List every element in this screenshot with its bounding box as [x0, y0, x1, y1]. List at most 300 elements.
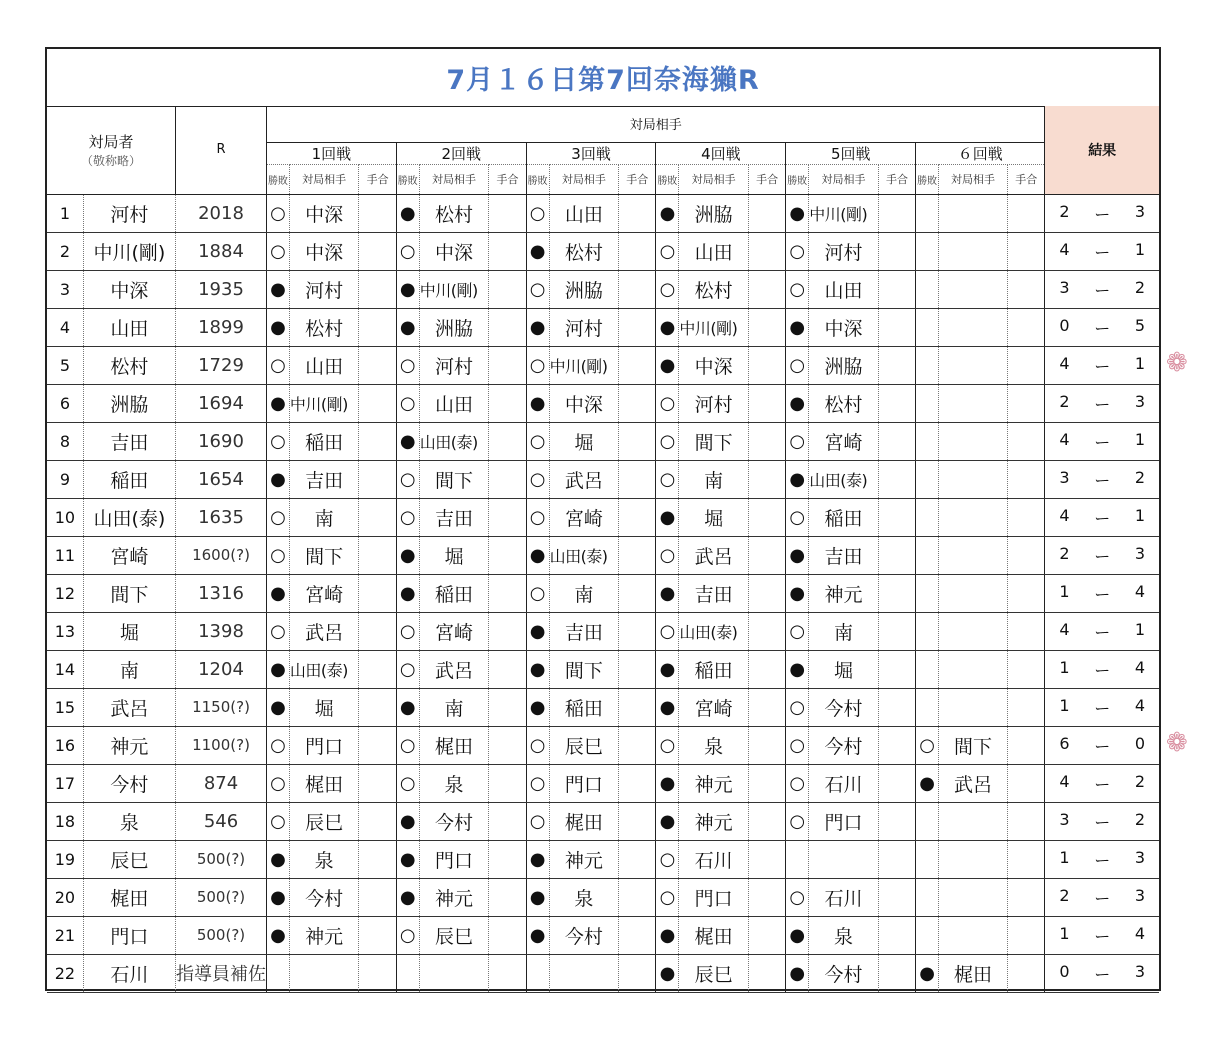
player-name: 泉 [83, 802, 175, 840]
win-loss-mark: ○ [396, 612, 419, 650]
handicap-cell [1008, 232, 1045, 270]
win-loss-mark [916, 384, 939, 422]
win-loss-subheader: 勝敗 [526, 164, 549, 194]
handicap-cell [748, 688, 785, 726]
win-loss-mark [916, 536, 939, 574]
handicap-cell [748, 612, 785, 650]
handicap-cell [619, 346, 656, 384]
handicap-cell [619, 384, 656, 422]
handicap-cell [748, 498, 785, 536]
win-loss-mark: ○ [786, 726, 809, 764]
opponent-name: 中川(剛) [549, 346, 619, 384]
table-row [47, 460, 1159, 498]
handicap-cell [748, 726, 785, 764]
player-name: 洲脇 [83, 384, 175, 422]
win-loss-mark: ● [656, 308, 679, 346]
handicap-cell [489, 954, 526, 992]
result-cell [1045, 498, 1159, 536]
losses-count: 4 [1134, 657, 1145, 677]
handicap-cell [1008, 384, 1045, 422]
win-loss-mark: ○ [396, 726, 419, 764]
win-loss-mark: ● [916, 764, 939, 802]
handicap-cell [619, 536, 656, 574]
win-loss-mark: ● [786, 460, 809, 498]
handicap-cell [878, 878, 915, 916]
opponent-name: 中川(剛) [679, 308, 749, 346]
row-number: 1 [47, 194, 83, 232]
handicap-cell [619, 840, 656, 878]
handicap-cell [748, 194, 785, 232]
handicap-cell [489, 574, 526, 612]
opponent-name: 中深 [549, 384, 619, 422]
opponent-name: 辰巳 [549, 726, 619, 764]
wins-count: 1 [1059, 695, 1070, 715]
handicap-cell [489, 650, 526, 688]
opponent-name [939, 650, 1008, 688]
opponent-name: 吉田 [419, 498, 489, 536]
opponent-name [939, 422, 1008, 460]
opponent-name: 南 [549, 574, 619, 612]
player-label: 対局者 [88, 132, 134, 151]
win-loss-mark: ● [916, 954, 939, 992]
player-rating: 1935 [176, 270, 267, 308]
opponent-name: 堀 [679, 498, 749, 536]
opponent-name: 松村 [419, 194, 489, 232]
opponent-name: 吉田 [679, 574, 749, 612]
opponent-name: 山田 [679, 232, 749, 270]
handicap-cell [1008, 346, 1045, 384]
opponent-name: 吉田 [809, 536, 879, 574]
opponent-name: 今村 [289, 878, 359, 916]
handicap-cell [359, 460, 396, 498]
win-loss-mark: ● [267, 878, 290, 916]
result-cell [1045, 384, 1159, 422]
table-row [47, 574, 1159, 612]
player-header [47, 106, 176, 194]
losses-count: 4 [1134, 581, 1145, 601]
win-loss-mark: ○ [526, 764, 549, 802]
result-cell [1045, 688, 1159, 726]
win-loss-mark: ● [267, 308, 290, 346]
opponent-name: 間下 [549, 650, 619, 688]
win-loss-mark: ○ [656, 878, 679, 916]
win-loss-mark: ● [526, 612, 549, 650]
win-loss-mark: ● [656, 498, 679, 536]
player-rating: 1694 [176, 384, 267, 422]
dash: ー [1094, 242, 1111, 262]
opponent-name: 今村 [809, 954, 879, 992]
handicap-cell [878, 612, 915, 650]
dash: ー [1094, 584, 1111, 604]
win-loss-mark: ○ [786, 498, 809, 536]
handicap-cell [1008, 574, 1045, 612]
win-loss-mark: ○ [396, 346, 419, 384]
flower-icon: ❁ [1166, 348, 1188, 378]
table-row [47, 422, 1159, 460]
opponent-name: 河村 [419, 346, 489, 384]
win-loss-mark [916, 460, 939, 498]
win-loss-mark [916, 498, 939, 536]
handicap-cell [878, 384, 915, 422]
round-header: ６回戦 [916, 142, 1045, 164]
win-loss-mark: ● [786, 916, 809, 954]
opponent-name: 中川(剛) [289, 384, 359, 422]
win-loss-mark: ○ [656, 384, 679, 422]
win-loss-mark: ● [786, 308, 809, 346]
dash: ー [1094, 204, 1111, 224]
win-loss-mark: ● [656, 916, 679, 954]
opponent-name: 稲田 [549, 688, 619, 726]
handicap-cell [878, 650, 915, 688]
result-cell [1045, 802, 1159, 840]
handicap-cell [359, 840, 396, 878]
row-number: 22 [47, 954, 83, 992]
handicap-cell [619, 802, 656, 840]
handicap-cell [878, 688, 915, 726]
wins-count: 3 [1059, 277, 1070, 297]
opponent-name: 吉田 [549, 612, 619, 650]
handicap-cell [1008, 878, 1045, 916]
row-number: 3 [47, 270, 83, 308]
dash: ー [1094, 470, 1111, 490]
opponent-name: 松村 [289, 308, 359, 346]
opponent-name: 梶田 [679, 916, 749, 954]
win-loss-mark: ● [396, 270, 419, 308]
handicap-cell [748, 536, 785, 574]
handicap-subheader: 手合 [878, 164, 915, 194]
handicap-cell [619, 612, 656, 650]
result-cell [1045, 612, 1159, 650]
handicap-cell [748, 916, 785, 954]
win-loss-mark: ● [396, 574, 419, 612]
handicap-cell [619, 232, 656, 270]
opponent-name [939, 232, 1008, 270]
opponent-name: 今村 [809, 726, 879, 764]
win-loss-mark [916, 916, 939, 954]
win-loss-mark: ● [656, 194, 679, 232]
table-row [47, 194, 1159, 232]
win-loss-mark: ○ [396, 916, 419, 954]
opponent-name: 松村 [549, 232, 619, 270]
handicap-cell [878, 232, 915, 270]
player-rating: 546 [176, 802, 267, 840]
handicap-cell [1008, 422, 1045, 460]
opponent-name: 泉 [549, 878, 619, 916]
win-loss-mark: ● [656, 574, 679, 612]
row-number: 8 [47, 422, 83, 460]
opponent-name: 武呂 [549, 460, 619, 498]
win-loss-mark: ○ [267, 802, 290, 840]
handicap-cell [619, 498, 656, 536]
losses-count: 2 [1134, 277, 1145, 297]
opponent-name: 中川(剛) [809, 194, 879, 232]
wins-count: 3 [1059, 809, 1070, 829]
handicap-cell [489, 498, 526, 536]
handicap-cell [619, 726, 656, 764]
handicap-cell [619, 878, 656, 916]
player-rating: 2018 [176, 194, 267, 232]
opponent-subheader: 対局相手 [419, 164, 489, 194]
win-loss-mark: ○ [396, 764, 419, 802]
player-rating: 1884 [176, 232, 267, 270]
table-row [47, 346, 1159, 384]
result-cell [1045, 574, 1159, 612]
page-title: 7月１６日第7回奈海獺R [446, 65, 760, 96]
losses-count: 2 [1134, 809, 1145, 829]
opponent-name: 稲田 [809, 498, 879, 536]
opponent-name: 山田(泰) [289, 650, 359, 688]
handicap-cell [1008, 840, 1045, 878]
row-number: 2 [47, 232, 83, 270]
win-loss-mark [916, 650, 939, 688]
dash: ー [1094, 926, 1111, 946]
opponent-name: 神元 [419, 878, 489, 916]
dash: ー [1094, 888, 1111, 908]
losses-count: 3 [1134, 391, 1145, 411]
wins-count: 0 [1059, 961, 1070, 981]
win-loss-mark: ● [267, 650, 290, 688]
handicap-cell [489, 308, 526, 346]
dash: ー [1094, 394, 1111, 414]
win-loss-mark: ○ [396, 498, 419, 536]
opponent-name: 山田(泰) [679, 612, 749, 650]
win-loss-mark: ● [656, 346, 679, 384]
opponent-name: 河村 [809, 232, 879, 270]
dash: ー [1094, 698, 1111, 718]
row-number: 17 [47, 764, 83, 802]
opponent-name: 河村 [549, 308, 619, 346]
result-cell [1045, 460, 1159, 498]
row-number: 9 [47, 460, 83, 498]
opponent-name: 中深 [809, 308, 879, 346]
handicap-cell [1008, 954, 1045, 992]
row-number: 16 [47, 726, 83, 764]
handicap-cell [489, 384, 526, 422]
handicap-cell [489, 726, 526, 764]
win-loss-mark: ○ [396, 650, 419, 688]
handicap-cell [1008, 460, 1045, 498]
win-loss-mark: ● [526, 232, 549, 270]
handicap-cell [359, 954, 396, 992]
player-name: 河村 [83, 194, 175, 232]
wins-count: 0 [1059, 315, 1070, 335]
handicap-cell [489, 536, 526, 574]
win-loss-mark: ● [267, 574, 290, 612]
table-row [47, 954, 1159, 992]
win-loss-mark: ○ [786, 270, 809, 308]
opponent-name: 門口 [809, 802, 879, 840]
win-loss-mark: ● [396, 194, 419, 232]
win-loss-mark: ○ [526, 346, 549, 384]
win-loss-mark: ○ [526, 270, 549, 308]
handicap-subheader: 手合 [1008, 164, 1045, 194]
opponent-name: 山田(泰) [549, 536, 619, 574]
opponent-name [289, 954, 359, 992]
player-name: 堀 [83, 612, 175, 650]
wins-count: 1 [1059, 923, 1070, 943]
opponent-name: 神元 [809, 574, 879, 612]
win-loss-mark: ○ [786, 346, 809, 384]
handicap-cell [878, 536, 915, 574]
win-loss-mark: ○ [267, 498, 290, 536]
dash: ー [1094, 964, 1111, 984]
win-loss-subheader: 勝敗 [786, 164, 809, 194]
dash: ー [1094, 546, 1111, 566]
win-loss-mark: ○ [656, 840, 679, 878]
handicap-cell [878, 308, 915, 346]
opponent-name: 松村 [809, 384, 879, 422]
opponent-name: 間下 [939, 726, 1008, 764]
win-loss-mark: ○ [267, 422, 290, 460]
handicap-cell [489, 802, 526, 840]
win-loss-mark: ○ [656, 612, 679, 650]
handicap-cell [619, 650, 656, 688]
losses-count: 1 [1134, 353, 1145, 373]
win-loss-mark [916, 422, 939, 460]
result-cell [1045, 536, 1159, 574]
losses-count: 1 [1134, 429, 1145, 449]
player-name: 門口 [83, 916, 175, 954]
handicap-subheader: 手合 [359, 164, 396, 194]
wins-count: 2 [1059, 885, 1070, 905]
handicap-cell [489, 460, 526, 498]
player-name: 武呂 [83, 688, 175, 726]
opponent-name: 稲田 [289, 422, 359, 460]
win-loss-mark: ○ [786, 232, 809, 270]
win-loss-mark: ○ [526, 574, 549, 612]
opponent-name: 神元 [679, 802, 749, 840]
win-loss-mark [916, 194, 939, 232]
win-loss-mark: ● [267, 688, 290, 726]
win-loss-subheader: 勝敗 [396, 164, 419, 194]
result-cell [1045, 194, 1159, 232]
player-rating: 指導員補佐 [176, 954, 267, 992]
handicap-cell [1008, 536, 1045, 574]
win-loss-mark: ● [396, 802, 419, 840]
win-loss-mark: ● [396, 840, 419, 878]
result-cell [1045, 346, 1159, 384]
handicap-cell [1008, 650, 1045, 688]
round-header: 2回戦 [396, 142, 526, 164]
handicap-cell [748, 878, 785, 916]
win-loss-mark: ● [526, 688, 549, 726]
handicap-cell [619, 422, 656, 460]
table-row [47, 232, 1159, 270]
losses-count: 1 [1134, 239, 1145, 259]
wins-count: 6 [1059, 733, 1070, 753]
wins-count: 1 [1059, 657, 1070, 677]
opponent-name: 洲脇 [679, 194, 749, 232]
handicap-cell [359, 308, 396, 346]
win-loss-mark: ○ [267, 612, 290, 650]
player-rating: 1654 [176, 460, 267, 498]
win-loss-mark: ○ [267, 194, 290, 232]
win-loss-mark: ● [526, 840, 549, 878]
handicap-cell [489, 878, 526, 916]
opponent-name: 武呂 [419, 650, 489, 688]
win-loss-mark: ● [526, 384, 549, 422]
win-loss-mark [267, 954, 290, 992]
opponent-name: 間下 [419, 460, 489, 498]
win-loss-mark: ○ [267, 232, 290, 270]
wins-count: 4 [1059, 429, 1070, 449]
player-rating: 500(?) [176, 878, 267, 916]
opponent-name: 南 [419, 688, 489, 726]
win-loss-mark: ○ [656, 536, 679, 574]
opponent-name: 石川 [809, 764, 879, 802]
opponent-name: 今村 [549, 916, 619, 954]
win-loss-mark: ○ [526, 422, 549, 460]
handicap-subheader: 手合 [748, 164, 785, 194]
losses-count: 0 [1134, 733, 1145, 753]
opponent-name: 辰巳 [679, 954, 749, 992]
opponent-name: 稲田 [679, 650, 749, 688]
handicap-cell [748, 954, 785, 992]
win-loss-mark: ● [396, 422, 419, 460]
win-loss-mark: ○ [656, 270, 679, 308]
result-cell [1045, 650, 1159, 688]
result-cell [1045, 422, 1159, 460]
handicap-cell [489, 270, 526, 308]
handicap-cell [359, 726, 396, 764]
handicap-cell [359, 498, 396, 536]
row-number: 5 [47, 346, 83, 384]
row-number: 12 [47, 574, 83, 612]
opponent-name: 南 [809, 612, 879, 650]
handicap-cell [359, 536, 396, 574]
handicap-cell [619, 460, 656, 498]
opponent-name: 洲脇 [419, 308, 489, 346]
player-name: 神元 [83, 726, 175, 764]
wins-count: 1 [1059, 581, 1070, 601]
win-loss-mark: ● [526, 536, 549, 574]
win-loss-mark [916, 308, 939, 346]
handicap-cell [748, 270, 785, 308]
handicap-cell [878, 270, 915, 308]
result-cell [1045, 916, 1159, 954]
win-loss-mark: ● [786, 536, 809, 574]
win-loss-mark: ● [786, 194, 809, 232]
opponent-subheader: 対局相手 [549, 164, 619, 194]
table-row [47, 536, 1159, 574]
win-loss-mark: ● [396, 536, 419, 574]
opponent-name [939, 308, 1008, 346]
opponent-name [419, 954, 489, 992]
table-row [47, 726, 1159, 764]
table-row [47, 802, 1159, 840]
opponent-name: 武呂 [939, 764, 1008, 802]
player-rating: 874 [176, 764, 267, 802]
handicap-cell [359, 194, 396, 232]
opponent-name: 稲田 [419, 574, 489, 612]
handicap-cell [359, 916, 396, 954]
losses-count: 2 [1134, 467, 1145, 487]
win-loss-mark: ○ [526, 194, 549, 232]
opponent-name: 泉 [679, 726, 749, 764]
win-loss-mark: ○ [396, 460, 419, 498]
opponent-name: 山田 [289, 346, 359, 384]
opponent-name: 武呂 [289, 612, 359, 650]
handicap-cell [489, 840, 526, 878]
opponent-name: 堀 [419, 536, 489, 574]
opponent-name: 梶田 [419, 726, 489, 764]
opponent-name: 神元 [289, 916, 359, 954]
handicap-cell [748, 802, 785, 840]
player-rating: 1204 [176, 650, 267, 688]
opponent-name [939, 346, 1008, 384]
handicap-cell [1008, 802, 1045, 840]
table-row [47, 878, 1159, 916]
